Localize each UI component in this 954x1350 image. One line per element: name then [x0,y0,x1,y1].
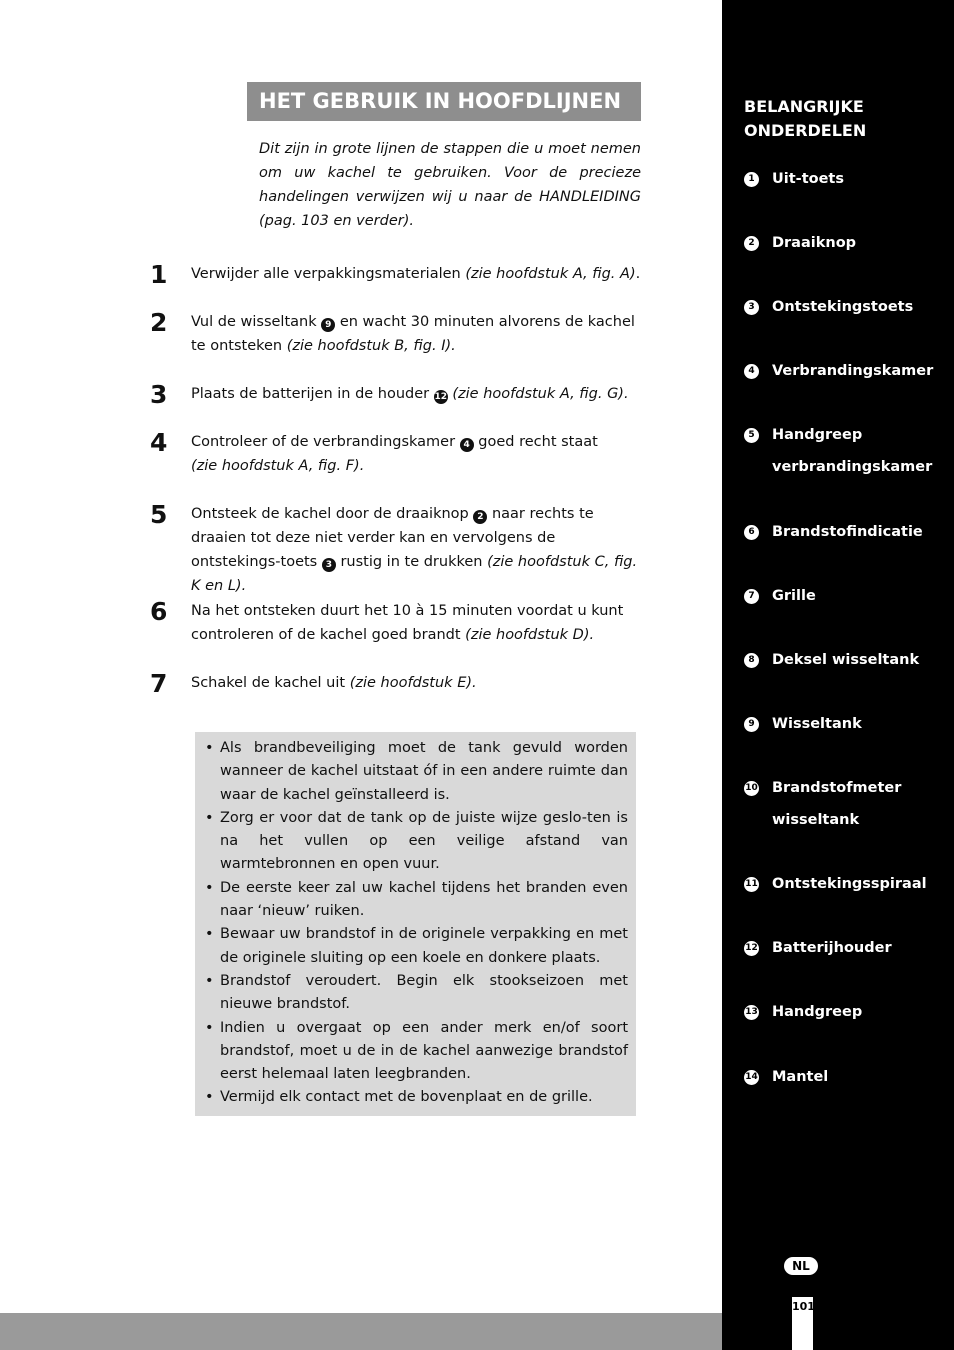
step-text: Na het ontsteken duurt het 10 à 15 minuten voordat u kunt controleren of de kachel goed brandt (zie hoofdstuk D). [191,603,624,643]
part-number-icon: 10 [744,781,759,796]
step-text: Verwijder alle verpakkingsmaterialen (zie hoofdstuk A, fig. A). [191,266,641,282]
list-item: • Indien u overgaat op een ander merk en/of soort brandstof, moet u de in de kachel aanwezige brandstof eerst helemaal laten leegbranden. [203,1017,628,1087]
safety-notes-box [195,732,636,1116]
list-item: • Zorg er voor dat de tank op de juiste wijze geslo-ten is na het vullen op een veilige afstand van warmtebronnen en open vuur. [203,807,628,877]
part-number-icon: 3 [744,300,759,315]
step-number: 4 [150,428,168,457]
part-number-icon: 12 [434,392,448,402]
part-number-icon: 2 [473,510,487,524]
part-number-icon: 12 [744,941,759,956]
part-item: 14 Mantel [745,1069,829,1085]
part-number-icon: 4 [460,438,474,452]
step-text: Vul de wisseltank 9 en wacht 30 minuten alvorens de kachel te ontsteken (zie hoofdstuk B, fig. I). [191,314,635,354]
intro-text: Dit zijn in grote lijnen de stappen die u moet nemen om uw kachel te gebruiken. Voor de precieze handelingen verwijzen wij u naar de HANDLEIDING (pag. 103 en verder). [259,141,641,229]
step-5 [150,502,641,598]
part-number-icon: 11 [744,877,759,892]
sidebar-heading: BELANGRIJKE ONDERDELEN [744,97,867,140]
part-number-icon: 4 [744,364,759,379]
part-item: 8 Deksel wisseltank [744,644,944,676]
part-item: 2 Draaiknop [744,227,944,259]
step-number: 5 [150,500,168,529]
part-item: 10 Brandstofmeter wisseltank [745,780,902,828]
part-number-icon: 13 [744,1005,759,1020]
part-item: 11 Ontstekingsspiraal [745,876,927,892]
part-number-icon: 3 [322,558,336,572]
part-number-icon: 7 [744,589,759,604]
part-number-icon: 2 [744,236,759,251]
language-badge: NL [784,1257,818,1275]
part-item: 13 Handgreep [745,1004,863,1020]
step-6 [150,599,641,647]
list-item: • Als brandbeveiliging moet de tank gevuld worden wanneer de kachel uitstaat óf in een andere ruimte dan waar de kachel geïnstalleerd is. [203,737,628,807]
part-item: 7 Grille [744,580,944,612]
page-number: 101 [792,1297,813,1350]
step-7 [150,669,641,698]
step-3 [150,380,641,409]
safety-notes-list [203,737,628,1110]
page-title: HET GEBRUIK IN HOOFDLIJNEN [247,82,641,121]
part-item: 9 Wisseltank [744,708,944,740]
list-item: • Brandstof veroudert. Begin elk stookseizoen met nieuwe brandstof. [203,970,628,1017]
step-number: 3 [150,380,168,409]
part-item: 6 Brandstofindicatie [744,516,944,548]
part-number-icon: 9 [744,717,759,732]
list-item: • Vermijd elk contact met de bovenplaat en de grille. [203,1086,628,1109]
list-item: • Bewaar uw brandstof in de originele verpakking en met de originele sluiting op een koele en donkere plaats. [203,923,628,970]
footer-bar [0,1313,722,1350]
step-text: Ontsteek de kachel door de draaiknop 2 naar rechts te draaien tot deze niet verder kan en vervolgens de ontstekings-toets 3 rustig in te drukken (zie hoofdstuk C, fig. K en L). [191,506,638,594]
part-item: 3 Ontstekingstoets [744,291,944,323]
part-item: 4 Verbrandingskamer [744,355,944,387]
part-number-icon: 1 [744,172,759,187]
step-text: Schakel de kachel uit (zie hoofdstuk E). [191,675,477,691]
step-number: 1 [150,260,168,289]
step-1 [150,260,641,289]
step-2 [150,310,641,358]
step-number: 6 [150,597,168,626]
part-number-icon: 9 [321,318,335,332]
list-item: • De eerste keer zal uw kachel tijdens het branden even naar ‘nieuw’ ruiken. [203,877,628,924]
step-text: Plaats de batterijen in de houder 12 (zie hoofdstuk A, fig. G). [191,386,629,402]
step-number: 7 [150,669,168,698]
part-item: 5 Handgreep verbrandingskamer [744,419,924,483]
part-number-icon: 5 [744,428,759,443]
part-number-icon: 8 [744,653,759,668]
part-number-icon: 14 [744,1070,759,1085]
part-item: 12 Batterijhouder [745,940,892,956]
step-4 [150,430,641,478]
part-number-icon: 6 [744,525,759,540]
step-text: Controleer of de verbrandingskamer 4 goed recht staat (zie hoofdstuk A, fig. F). [191,434,598,474]
part-item: 1 Uit-toets [744,163,944,195]
step-number: 2 [150,308,168,337]
